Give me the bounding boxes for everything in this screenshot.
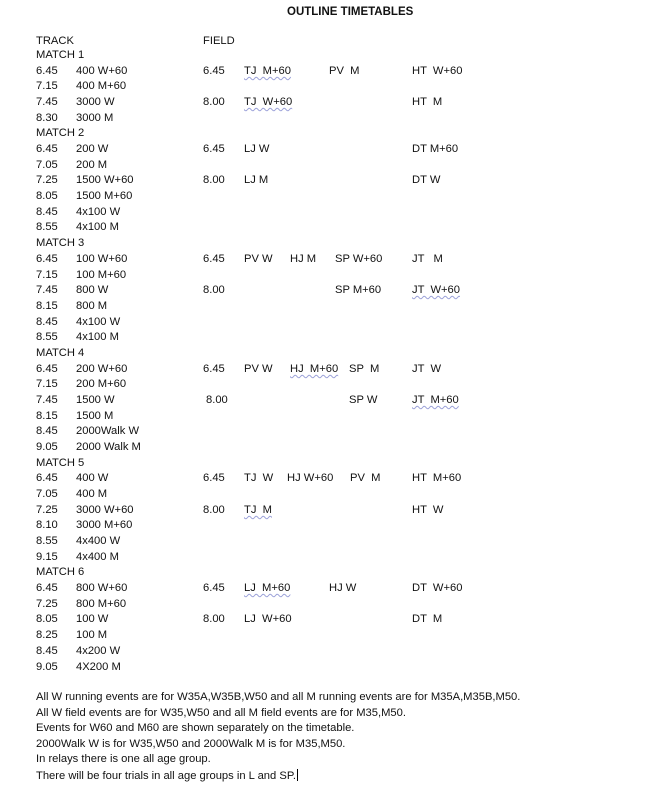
note-line — [36, 769, 298, 783]
track-event — [76, 112, 113, 125]
match-heading-text: MATCH 2 — [36, 127, 85, 139]
field-event — [244, 363, 273, 376]
field-time-text: 6.45 — [203, 582, 225, 594]
track-event — [76, 472, 108, 485]
track-time — [36, 661, 58, 674]
track-event-text: 1500 W+60 — [76, 174, 134, 186]
match-heading — [36, 49, 84, 62]
track-event-text: 800 W+60 — [76, 582, 128, 594]
field-time — [203, 174, 225, 187]
field-event — [412, 253, 443, 266]
field-event-text: SP M — [349, 363, 380, 375]
track-time-text: 8.55 — [36, 221, 58, 233]
track-time-text: 8.05 — [36, 190, 58, 202]
track-time — [36, 425, 58, 438]
track-header: TRACK — [36, 35, 74, 47]
track-event-text: 100 W — [76, 613, 109, 625]
field-event — [335, 284, 381, 297]
field-event-text: HJ M+60 — [290, 363, 339, 375]
field-event-text: DT W — [412, 174, 441, 186]
track-time-text: 7.05 — [36, 159, 58, 171]
track-event-text: 200 W+60 — [76, 363, 128, 375]
field-event-text: JT M+60 — [412, 394, 459, 406]
field-event — [412, 65, 462, 78]
field-event — [290, 253, 316, 266]
track-time — [36, 472, 58, 485]
track-event — [76, 96, 115, 109]
track-time — [36, 316, 58, 329]
field-event — [244, 613, 292, 626]
track-event-text: 4x100 W — [76, 206, 121, 218]
field-time-text: 8.00 — [203, 504, 225, 516]
track-event-text: 4X200 M — [76, 661, 121, 673]
field-event — [244, 504, 272, 517]
track-event — [76, 316, 120, 329]
track-event — [76, 143, 108, 156]
track-event-text: 4x200 W — [76, 645, 121, 657]
track-time-text: 7.45 — [36, 284, 58, 296]
field-event — [412, 143, 458, 156]
field-event-text: TJ W — [244, 472, 274, 484]
field-time-text: 6.45 — [203, 65, 225, 77]
track-event-text: 800 W — [76, 284, 109, 296]
note-text: Events for W60 and M60 are shown separately on the timetable. — [36, 722, 355, 734]
field-time — [203, 96, 225, 109]
track-time-text: 8.30 — [36, 112, 58, 124]
track-time-text: 6.45 — [36, 472, 58, 484]
track-time — [36, 190, 58, 203]
track-event-text: 800 M+60 — [76, 598, 127, 610]
track-event-text: 100 M+60 — [76, 269, 127, 281]
track-event — [76, 269, 126, 282]
track-event — [76, 598, 126, 611]
field-event — [412, 582, 462, 595]
track-event-text: 4x400 W — [76, 535, 121, 547]
field-event-text: JT M — [412, 253, 443, 265]
field-event-text: PV M — [329, 65, 360, 77]
note-text: All W running events are for W35A,W35B,W50 and all M running events are for M35A,M35B,M50. — [36, 691, 521, 703]
track-event — [76, 300, 107, 313]
track-time — [36, 629, 58, 642]
track-time — [36, 80, 58, 93]
field-event-text: HJ W — [329, 582, 357, 594]
field-event — [350, 472, 380, 485]
track-time-text: 7.45 — [36, 394, 58, 406]
field-time — [203, 65, 225, 78]
match-heading — [36, 347, 84, 360]
track-time-text: 7.25 — [36, 504, 58, 516]
track-time-text: 8.45 — [36, 206, 58, 218]
track-time — [36, 394, 58, 407]
track-time-text: 7.25 — [36, 174, 58, 186]
field-event — [244, 582, 290, 595]
track-event — [76, 206, 120, 219]
field-event — [412, 504, 444, 517]
field-time-text: 8.00 — [206, 394, 228, 406]
track-time — [36, 284, 58, 297]
track-time-text: 9.05 — [36, 441, 58, 453]
track-event-text: 3000 W+60 — [76, 504, 134, 516]
note-line — [36, 738, 345, 751]
track-time — [36, 410, 58, 423]
track-event-text: 400 W+60 — [76, 65, 128, 77]
field-event-text: SP M+60 — [335, 284, 382, 296]
track-time — [36, 253, 58, 266]
track-event-text: 3000 M+60 — [76, 519, 133, 531]
field-event-text: JT W+60 — [412, 284, 460, 296]
match-heading-text: MATCH 3 — [36, 237, 85, 249]
field-event — [290, 363, 338, 376]
field-header: FIELD — [203, 35, 235, 47]
field-event-text: HT M — [412, 96, 443, 108]
track-event — [76, 80, 126, 93]
track-time — [36, 378, 58, 391]
track-event — [76, 441, 141, 454]
field-event — [244, 96, 292, 109]
track-time-text: 8.10 — [36, 519, 58, 531]
track-time-text: 8.55 — [36, 331, 58, 343]
field-time — [203, 613, 225, 626]
field-time-text: 8.00 — [203, 613, 225, 625]
track-event — [76, 65, 127, 78]
note-text: All W field events are for W35,W50 and all M field events are for M35,M50. — [36, 707, 406, 719]
track-time — [36, 488, 58, 501]
track-event-text: 4x100 M — [76, 221, 119, 233]
track-time — [36, 174, 58, 187]
track-time — [36, 300, 58, 313]
field-event-text: SP W — [349, 394, 378, 406]
field-event — [412, 613, 442, 626]
field-event — [412, 363, 441, 376]
track-event — [76, 253, 127, 266]
track-event — [76, 363, 127, 376]
field-time — [203, 472, 225, 485]
track-event — [76, 284, 108, 297]
field-time-text: 8.00 — [203, 284, 225, 296]
track-time-text: 8.55 — [36, 535, 58, 547]
field-event-text: HT W+60 — [412, 65, 463, 77]
track-time-text: 9.15 — [36, 551, 58, 563]
note-line — [36, 691, 520, 704]
track-time — [36, 96, 58, 109]
field-time — [203, 253, 225, 266]
field-event-text: HJ W+60 — [287, 472, 334, 484]
field-time-text: 8.00 — [203, 96, 225, 108]
match-heading-text: MATCH 5 — [36, 457, 85, 469]
track-event — [76, 519, 132, 532]
track-event — [76, 425, 139, 438]
track-event-text: 2000Walk W — [76, 425, 140, 437]
track-time — [36, 551, 58, 564]
track-event-text: 200 M+60 — [76, 378, 127, 390]
track-event — [76, 582, 127, 595]
track-time — [36, 582, 58, 595]
field-event-text: HT W — [412, 504, 444, 516]
track-event-text: 400 M+60 — [76, 80, 127, 92]
field-event-text: LJ W — [244, 143, 270, 155]
track-event-text: 1500 W — [76, 394, 115, 406]
field-event-text: PV M — [350, 472, 381, 484]
match-heading — [36, 127, 84, 140]
track-event — [76, 221, 119, 234]
track-event-text: 1500 M+60 — [76, 190, 133, 202]
note-line — [36, 722, 354, 735]
track-event-text: 400 M — [76, 488, 108, 500]
field-time — [206, 394, 228, 407]
track-time-text: 6.45 — [36, 582, 58, 594]
track-time-text: 7.15 — [36, 378, 58, 390]
track-time-text: 8.25 — [36, 629, 58, 641]
track-event — [76, 410, 113, 423]
field-time — [203, 363, 225, 376]
track-event-text: 4x100 W — [76, 316, 121, 328]
field-event — [244, 472, 273, 485]
field-event-text: SP W+60 — [335, 253, 383, 265]
track-time — [36, 363, 58, 376]
track-time — [36, 598, 58, 611]
track-time-text: 6.45 — [36, 65, 58, 77]
field-time-text: 6.45 — [203, 472, 225, 484]
track-time — [36, 65, 58, 78]
field-event-text: LJ M+60 — [244, 582, 291, 594]
field-event-text: HJ M — [290, 253, 317, 265]
note-text: There will be four trials in all age groups in L and SP. — [36, 770, 296, 782]
track-event — [76, 613, 108, 626]
field-time — [203, 504, 225, 517]
track-time-text: 7.05 — [36, 488, 58, 500]
field-event-text: TJ M+60 — [244, 65, 291, 77]
track-event-text: 3000 W — [76, 96, 115, 108]
track-event — [76, 331, 119, 344]
field-event — [349, 394, 377, 407]
text-cursor[interactable] — [297, 769, 298, 781]
track-event — [76, 159, 107, 172]
field-event-text: HT M+60 — [412, 472, 462, 484]
match-heading-text: MATCH 1 — [36, 49, 85, 61]
track-event — [76, 488, 107, 501]
match-heading — [36, 237, 84, 250]
field-event-text: DT M — [412, 613, 443, 625]
track-time — [36, 535, 58, 548]
track-event — [76, 174, 134, 187]
note-line — [36, 707, 406, 720]
track-time-text: 8.15 — [36, 410, 58, 422]
field-time-text: 6.45 — [203, 253, 225, 265]
match-heading — [36, 457, 84, 470]
field-event — [412, 174, 440, 187]
track-event-text: 100 M — [76, 629, 108, 641]
field-event-text: JT W — [412, 363, 442, 375]
track-time — [36, 441, 58, 454]
field-time — [203, 582, 225, 595]
field-event — [244, 65, 291, 78]
track-event-text: 2000 Walk M — [76, 441, 141, 453]
match-heading-text: MATCH 6 — [36, 566, 85, 578]
track-time — [36, 112, 58, 125]
track-time — [36, 504, 58, 517]
track-time-text: 9.05 — [36, 661, 58, 673]
track-time — [36, 221, 58, 234]
track-event-text: 400 W — [76, 472, 109, 484]
track-event — [76, 378, 126, 391]
track-time — [36, 613, 58, 626]
track-event-text: 4x400 M — [76, 551, 119, 563]
track-event-text: 4x100 M — [76, 331, 119, 343]
field-time-text: 8.00 — [203, 174, 225, 186]
track-event — [76, 645, 120, 658]
field-event-text: TJ W+60 — [244, 96, 293, 108]
track-time — [36, 331, 58, 344]
note-line — [36, 753, 211, 766]
field-event-text: TJ M — [244, 504, 272, 516]
track-time-text: 8.15 — [36, 300, 58, 312]
field-time — [203, 143, 225, 156]
track-event-text: 800 M — [76, 300, 108, 312]
match-heading — [36, 566, 84, 579]
track-event — [76, 535, 120, 548]
track-time — [36, 143, 58, 156]
track-event — [76, 661, 121, 674]
field-event — [412, 284, 460, 297]
track-time-text: 8.45 — [36, 645, 58, 657]
field-event — [244, 174, 268, 187]
field-event — [349, 363, 379, 376]
field-event — [287, 472, 333, 485]
track-event — [76, 629, 107, 642]
field-event-text: PV W — [244, 253, 273, 265]
field-event — [412, 394, 459, 407]
field-event — [412, 472, 461, 485]
track-time — [36, 519, 58, 532]
field-event-text: DT W+60 — [412, 582, 463, 594]
field-event-text: LJ W+60 — [244, 613, 292, 625]
match-heading-text: MATCH 4 — [36, 347, 85, 359]
field-time-text: 6.45 — [203, 363, 225, 375]
track-event-text: 100 W+60 — [76, 253, 128, 265]
track-time-text: 6.45 — [36, 363, 58, 375]
field-event-text: PV W — [244, 363, 273, 375]
track-time-text: 7.45 — [36, 96, 58, 108]
track-time-text: 8.45 — [36, 316, 58, 328]
track-time-text: 8.45 — [36, 425, 58, 437]
field-event — [244, 253, 273, 266]
track-event-text: 3000 M — [76, 112, 114, 124]
track-time-text: 7.15 — [36, 80, 58, 92]
track-time — [36, 159, 58, 172]
field-event — [244, 143, 269, 156]
track-event — [76, 504, 134, 517]
track-time-text: 7.25 — [36, 598, 58, 610]
track-event — [76, 551, 119, 564]
track-event-text: 200 W — [76, 143, 109, 155]
track-event — [76, 190, 132, 203]
track-event — [76, 394, 115, 407]
track-time — [36, 269, 58, 282]
track-time — [36, 206, 58, 219]
note-text: In relays there is one all age group. — [36, 753, 211, 765]
field-event — [335, 253, 382, 266]
track-time-text: 8.05 — [36, 613, 58, 625]
field-time-text: 6.45 — [203, 143, 225, 155]
field-time — [203, 284, 225, 297]
field-event-text: LJ M — [244, 174, 269, 186]
track-event-text: 200 M — [76, 159, 108, 171]
track-time-text: 6.45 — [36, 253, 58, 265]
track-time — [36, 645, 58, 658]
field-event-text: DT M+60 — [412, 143, 459, 155]
note-text: 2000Walk W is for W35,W50 and 2000Walk M is for M35,M50. — [36, 738, 346, 750]
field-event — [412, 96, 442, 109]
field-event — [329, 65, 359, 78]
track-time-text: 6.45 — [36, 143, 58, 155]
track-time-text: 7.15 — [36, 269, 58, 281]
page-title: OUTLINE TIMETABLES — [287, 6, 414, 18]
field-event — [329, 582, 356, 595]
track-event-text: 1500 M — [76, 410, 114, 422]
